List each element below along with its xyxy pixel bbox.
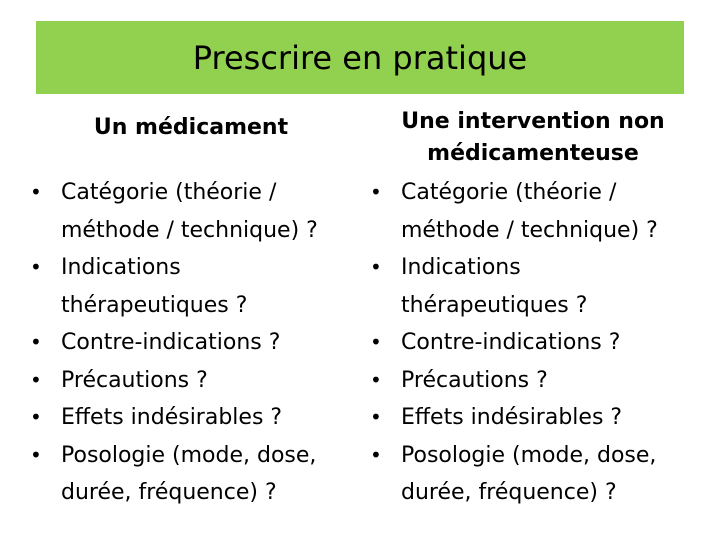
bullet-icon: • — [370, 442, 382, 467]
list-item — [23, 324, 343, 362]
bullet-icon: • — [370, 180, 382, 204]
list-item-text: Précautions ? — [401, 367, 548, 393]
list-item-text: Posologie (mode, dose, durée, fréquence) ? — [401, 442, 657, 505]
list-item — [23, 399, 343, 437]
list-item — [363, 399, 693, 437]
list-item-text: Catégorie (théorie / méthode / technique) ? — [401, 180, 658, 243]
list-item — [23, 362, 343, 400]
list-item-text: Indications thérapeutiques ? — [401, 255, 588, 318]
bullet-icon: • — [30, 405, 42, 429]
list-item — [363, 249, 693, 324]
bullet-icon: • — [370, 255, 382, 279]
bullet-icon: • — [30, 330, 42, 354]
slide-title: Prescrire en pratique — [192, 38, 528, 77]
bullet-icon: • — [370, 405, 382, 429]
list-item — [363, 362, 693, 400]
bullet-icon: • — [30, 255, 42, 279]
list-item — [363, 324, 693, 362]
left-column — [23, 102, 343, 512]
left-bullet-list — [23, 174, 343, 512]
bullet-icon: • — [30, 367, 42, 392]
right-column-heading: Une intervention non médicamenteuse — [401, 109, 665, 166]
list-item-text: Contre-indications ? — [61, 330, 281, 355]
list-item — [23, 437, 343, 512]
list-item-text: Précautions ? — [61, 367, 208, 393]
list-item — [363, 174, 693, 249]
title-banner — [36, 21, 684, 94]
left-column-heading: Un médicament — [93, 115, 289, 140]
bullet-icon: • — [30, 442, 42, 467]
bullet-icon: • — [370, 367, 382, 392]
right-column — [363, 102, 693, 512]
list-item — [363, 437, 693, 512]
list-item-text: Catégorie (théorie / méthode / technique) ? — [61, 180, 318, 243]
list-item-text: Effets indésirables ? — [61, 405, 283, 430]
list-item — [23, 174, 343, 249]
list-item-text: Contre-indications ? — [401, 330, 621, 355]
list-item — [23, 249, 343, 324]
bullet-icon: • — [30, 180, 42, 204]
bullet-icon: • — [370, 330, 382, 354]
list-item-text: Indications thérapeutiques ? — [61, 255, 248, 318]
right-bullet-list — [363, 174, 693, 512]
list-item-text: Effets indésirables ? — [401, 405, 623, 430]
list-item-text: Posologie (mode, dose, durée, fréquence) ? — [61, 442, 317, 505]
